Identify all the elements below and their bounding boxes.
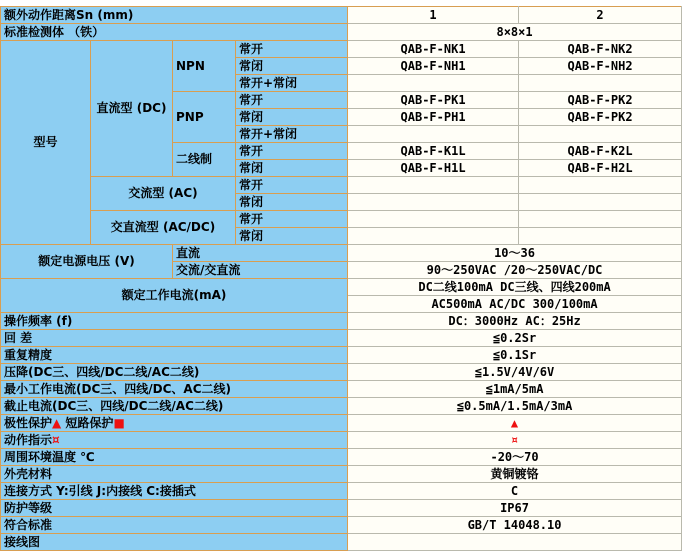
indicator-value-cell: [348, 432, 682, 449]
contact-nc-label: 常闭: [236, 228, 348, 245]
contact-nc-label: 常闭: [236, 194, 348, 211]
model-pnp-no-2: QAB-F-PK2: [519, 92, 682, 109]
model-pnp-nc-2: QAB-F-PK2: [519, 109, 682, 126]
contact-nonc-label: 常开+常闭: [236, 126, 348, 143]
row-protection: [1, 415, 682, 432]
contact-no-label: 常开: [236, 211, 348, 228]
connection-type-label: 连接方式 Y:引线 J:内接线 C:接插式: [1, 483, 348, 500]
indicator-label: [1, 432, 348, 449]
model-npn-nonc-2: [519, 75, 682, 92]
row-model-npn-no: [1, 41, 682, 58]
operating-distance-label: 额外动作距离Sn (mm): [1, 7, 348, 24]
model-acdc-nc-2: [519, 228, 682, 245]
row-current-1: [1, 279, 682, 296]
indicator-lamp-icon: ¤: [52, 432, 60, 447]
housing-material-value: 黄铜镀铬: [348, 466, 682, 483]
polarity-triangle-icon: ▲: [52, 415, 62, 430]
row-voltage-dc: [1, 245, 682, 262]
connection-type-value: C: [348, 483, 682, 500]
contact-no-label: 常开: [236, 177, 348, 194]
housing-material-label: 外壳材料: [1, 466, 348, 483]
protection-rating-label: 防护等级: [1, 500, 348, 517]
rated-current-label: 额定工作电流(mA): [1, 279, 348, 313]
wiring-diagram-value: [348, 534, 682, 551]
min-current-label: 最小工作电流(DC三、四线/DC、AC二线): [1, 381, 348, 398]
model-npn-no-1: QAB-F-NK1: [348, 41, 519, 58]
standard-compliance-label: 符合标准: [1, 517, 348, 534]
row-standard-compliance: [1, 517, 682, 534]
ambient-temp-label: 周围环境温度 ℃: [1, 449, 348, 466]
voltage-drop-label: 压降(DC三、四线/DC二线/AC二线): [1, 364, 348, 381]
row-voltage-drop: [1, 364, 682, 381]
sensor-spec-table: [0, 6, 682, 551]
standard-target-value: 8×8×1: [348, 24, 682, 41]
ambient-temp-value: -20～70: [348, 449, 682, 466]
model-ac-nc-2: [519, 194, 682, 211]
model-twowire-no-1: QAB-F-K1L: [348, 143, 519, 160]
contact-nonc-label: 常开+常闭: [236, 75, 348, 92]
row-hysteresis: [1, 330, 682, 347]
contact-nc-label: 常闭: [236, 160, 348, 177]
row-model-ac-no: [1, 177, 682, 194]
wiring-diagram-label: 接线图: [1, 534, 348, 551]
contact-nc-label: 常闭: [236, 109, 348, 126]
polarity-triangle-icon: ▲: [510, 415, 519, 430]
model-acdc-no-2: [519, 211, 682, 228]
row-frequency: [1, 313, 682, 330]
row-min-current: [1, 381, 682, 398]
row-ambient-temp: [1, 449, 682, 466]
row-model-acdc-no: [1, 211, 682, 228]
row-wiring-diagram-partial: [1, 534, 682, 551]
contact-no-label: 常开: [236, 41, 348, 58]
cutoff-current-value: ≦0.5mA/1.5mA/3mA: [348, 398, 682, 415]
contact-no-label: 常开: [236, 143, 348, 160]
model-ac-no-2: [519, 177, 682, 194]
protection-value-cell: [348, 415, 682, 432]
frequency-label: 操作频率 (f): [1, 313, 348, 330]
model-pnp-nonc-2: [519, 126, 682, 143]
voltage-dc-label: 直流: [173, 245, 348, 262]
polarity-protection-label: 极性保护: [4, 415, 53, 430]
indicator-text: 动作指示: [4, 432, 53, 447]
model-twowire-nc-2: QAB-F-H2L: [519, 160, 682, 177]
row-operating-distance: [1, 7, 682, 24]
rated-voltage-label: 额定电源电压 (V): [1, 245, 173, 279]
hysteresis-value: ≦0.2Sr: [348, 330, 682, 347]
row-protection-rating: [1, 500, 682, 517]
row-connection-type: [1, 483, 682, 500]
model-ac-no-1: [348, 177, 519, 194]
voltage-ac-label: 交流/交直流: [173, 262, 348, 279]
voltage-dc-value: 10～36: [348, 245, 682, 262]
dc-type-label: 直流型 (DC): [91, 41, 173, 177]
contact-no-label: 常开: [236, 92, 348, 109]
row-housing-material: [1, 466, 682, 483]
distance-col2-value: 2: [519, 7, 682, 24]
repeatability-label: 重复精度: [1, 347, 348, 364]
protection-rating-value: IP67: [348, 500, 682, 517]
model-twowire-no-2: QAB-F-K2L: [519, 143, 682, 160]
acdc-type-label: 交直流型 (AC/DC): [91, 211, 236, 245]
row-indicator: [1, 432, 682, 449]
row-repeatability: [1, 347, 682, 364]
model-acdc-nc-1: [348, 228, 519, 245]
model-ac-nc-1: [348, 194, 519, 211]
model-pnp-nc-1: QAB-F-PH1: [348, 109, 519, 126]
model-npn-nonc-1: [348, 75, 519, 92]
model-npn-no-2: QAB-F-NK2: [519, 41, 682, 58]
rated-current-value-2: AC500mA AC/DC 300/100mA: [348, 296, 682, 313]
rated-current-value-1: DC二线100mA DC三线、四线200mA: [348, 279, 682, 296]
contact-nc-label: 常闭: [236, 58, 348, 75]
repeatability-value: ≦0.1Sr: [348, 347, 682, 364]
indicator-lamp-icon: ¤: [510, 432, 519, 447]
protection-label: [1, 415, 348, 432]
frequency-value: DC：3000Hz AC：25Hz: [348, 313, 682, 330]
min-current-value: ≦1mA/5mA: [348, 381, 682, 398]
model-pnp-nonc-1: [348, 126, 519, 143]
voltage-ac-value: 90～250VAC /20～250VAC/DC: [348, 262, 682, 279]
model-pnp-no-1: QAB-F-PK1: [348, 92, 519, 109]
cutoff-current-label: 截止电流(DC三、四线/DC二线/AC二线): [1, 398, 348, 415]
standard-target-label: 标准检测体 （铁）: [1, 24, 348, 41]
two-wire-label: 二线制: [173, 143, 236, 177]
model-npn-nc-1: QAB-F-NH1: [348, 58, 519, 75]
row-standard-target: [1, 24, 682, 41]
hysteresis-label: 回 差: [1, 330, 348, 347]
row-cutoff-current: [1, 398, 682, 415]
standard-compliance-value: GB/T 14048.10: [348, 517, 682, 534]
model-twowire-nc-1: QAB-F-H1L: [348, 160, 519, 177]
short-circuit-protection-label: 短路保护: [61, 415, 114, 430]
model-section-label: 型号: [1, 41, 91, 245]
model-npn-nc-2: QAB-F-NH2: [519, 58, 682, 75]
pnp-label: PNP: [173, 92, 236, 143]
model-acdc-no-1: [348, 211, 519, 228]
distance-col1-value: 1: [348, 7, 519, 24]
ac-type-label: 交流型 (AC): [91, 177, 236, 211]
npn-label: NPN: [173, 41, 236, 92]
short-circuit-square-icon: ■: [113, 415, 125, 430]
voltage-drop-value: ≦1.5V/4V/6V: [348, 364, 682, 381]
